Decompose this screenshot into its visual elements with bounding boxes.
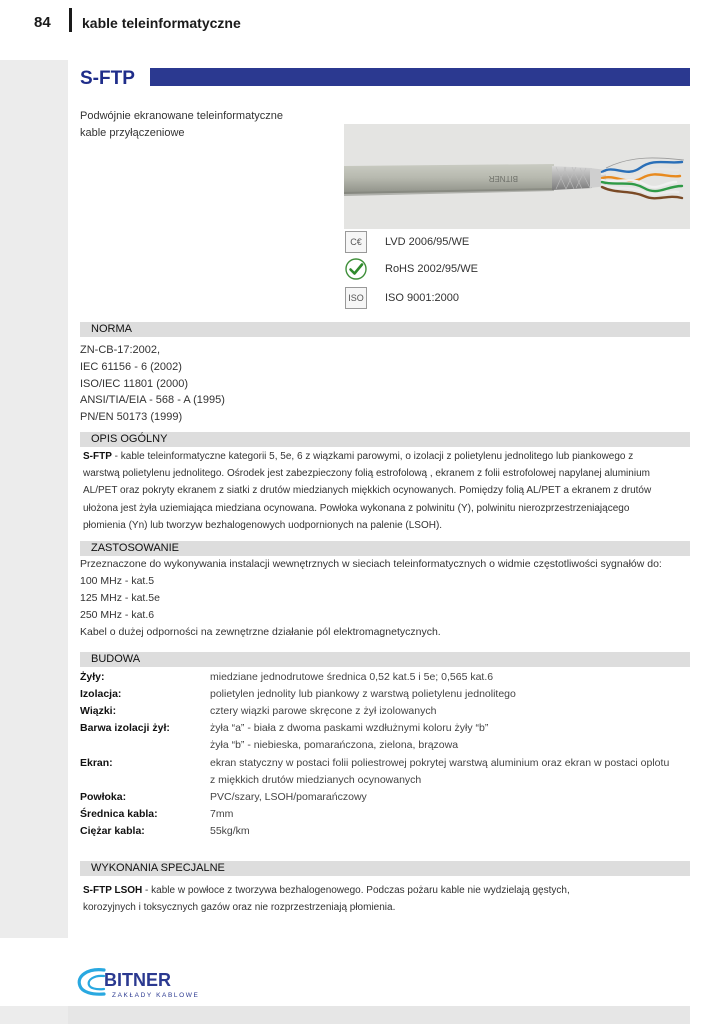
spec-label: Powłoka:	[80, 791, 127, 803]
spec-label: Żyły:	[80, 671, 105, 683]
section-heading: NORMA	[91, 323, 132, 335]
subtitle-line: Podwójnie ekranowane teleinformatyczne	[80, 110, 284, 122]
section-header-norma	[80, 322, 690, 337]
rohs-check-icon	[345, 258, 367, 280]
opis-paragraph	[83, 448, 651, 534]
product-subtitle	[80, 108, 320, 142]
section-header-opis	[80, 432, 690, 447]
footer-bar	[68, 1006, 690, 1024]
product-title: S-FTP	[80, 68, 135, 89]
paragraph-line: płomienia (Yn) lub tworzyw bezhalogenowych uodpornionych na palenie (LSOH).	[83, 519, 443, 531]
paragraph-line: 100 MHz - kat.5	[80, 575, 155, 587]
paragraph-line: AL/PET oraz pokryty ekranem z siatki z drutów miedzianych miękkich ocynowanych. Pomiędzy folią AL/PET a ekranem z drutów	[83, 485, 652, 497]
spec-value: żyła “a” - biała z dwoma paskami wzdłużnymi koloru żyły “b”	[210, 722, 489, 734]
iso-icon: ISO	[345, 287, 367, 309]
paragraph-text: - kable w powłoce z tworzywa bezhalogenowego. Podczas pożaru kable nie wydzielają gęstych,	[142, 885, 570, 896]
list-item: IEC 61156 - 6 (2002)	[80, 360, 182, 373]
section-header-zastosowanie	[80, 541, 690, 556]
paragraph-line: Kabel o dużej odporności na zewnętrzne działanie pól elektromagnetycznych.	[80, 626, 441, 638]
section-header-budowa	[80, 652, 690, 667]
spec-label: Barwa izolacji żył:	[80, 722, 170, 734]
title-accent-bar	[150, 68, 690, 86]
list-item: ISO/IEC 11801 (2000)	[80, 377, 189, 390]
ce-mark-icon: C€	[345, 231, 367, 253]
paragraph-line: warstwą polietylenu jednolitego. Ośrodek jest zabezpieczony folią estrofolową , ekranem z folii estrofolowej napylanej aluminium	[83, 468, 650, 480]
norma-list	[80, 342, 225, 426]
lead-term: S-FTP LSOH	[83, 885, 143, 896]
cert-row-rohs	[345, 258, 478, 280]
spec-value: PVC/szary, LSOH/pomarańczowy	[210, 791, 367, 803]
cert-label: ISO 9001:2000	[385, 292, 460, 304]
logo-tagline: ZAKŁADY KABLOWE	[112, 992, 200, 999]
paragraph-line: 250 MHz - kat.6	[80, 609, 155, 621]
list-item: ANSI/TIA/EIA - 568 - A (1995)	[80, 394, 225, 407]
cable-photo	[344, 124, 690, 229]
left-margin-strip-bottom	[0, 1006, 68, 1024]
list-item: PN/EN 50173 (1999)	[80, 411, 183, 424]
section-heading: OPIS OGÓLNY	[91, 433, 168, 445]
spec-value: 7mm	[210, 808, 234, 820]
bitner-logo	[74, 964, 214, 1002]
spec-value: miedziane jednodrutowe średnica 0,52 kat.5 i 5e; 0,565 kat.6	[210, 671, 494, 683]
cert-label: RoHS 2002/95/WE	[385, 263, 478, 275]
spec-label: Ciężar kabla:	[80, 825, 145, 837]
paragraph-line	[83, 448, 651, 465]
section-heading: WYKONANIA SPECJALNE	[91, 862, 225, 874]
list-item: ZN-CB-17:2002,	[80, 344, 161, 356]
paragraph-line: ułożona jest żyła uziemiająca miedziana ocynowana. Powłoka wykonana z polwinitu (Y), polwinitu nierozprzestrzeniającego	[83, 502, 630, 514]
section-heading: BUDOWA	[91, 653, 141, 665]
spec-label: Średnica kabla:	[80, 808, 158, 820]
zastosowanie-paragraph	[80, 556, 662, 641]
paragraph-line: korozyjnych i toksycznych gazów oraz nie rozprzestrzeniają płomienia.	[83, 902, 396, 914]
cert-label: LVD 2006/95/WE	[385, 236, 470, 248]
spec-value: żyła “b” - niebieska, pomarańczona, zielona, brązowa	[210, 739, 459, 751]
spec-value: z miękkich drutów miedzianych ocynowanych	[210, 774, 422, 786]
paragraph-line	[83, 882, 570, 899]
paragraph-text: - kable teleinformatyczne kategorii 5, 5e, 6 z wiązkami parowymi, o izolacji z polietylenu jednolitego lub piankowego z	[111, 451, 634, 462]
spec-value: 55kg/km	[210, 825, 250, 837]
cable-print-text: BITNER	[488, 174, 518, 183]
spec-value: polietylen jednolity lub piankowy z warstwą polietylenu jednolitego	[210, 688, 516, 700]
paragraph-line: Przeznaczone do wykonywania instalacji wewnętrznych w sieciach teleinformatycznych o widmie częstotliwości sygnałów do:	[80, 558, 662, 570]
spec-value: cztery wiązki parowe skręcone z żył izolowanych	[210, 705, 437, 717]
paragraph-line: 125 MHz - kat.5e	[80, 592, 160, 604]
section-heading: ZASTOSOWANIE	[91, 542, 180, 554]
header-divider	[69, 8, 72, 32]
wykonania-paragraph	[83, 882, 570, 916]
spec-label: Izolacja:	[80, 688, 122, 700]
subtitle-line: kable przyłączeniowe	[80, 127, 185, 139]
cert-row-iso	[345, 287, 459, 309]
header-section-title: kable teleinformatyczne	[82, 15, 241, 31]
spec-label: Wiązki:	[80, 705, 117, 717]
spec-value: ekran statyczny w postaci folii poliestrowej pokrytej warstwą aluminium oraz ekran w postaci oplotu	[210, 757, 670, 769]
cert-row-lvd	[345, 231, 469, 253]
cable-illustration	[344, 124, 690, 229]
left-margin-strip	[0, 60, 68, 938]
page-number: 84	[34, 14, 51, 31]
spec-label: Ekran:	[80, 757, 113, 769]
logo-name: BITNER	[104, 970, 171, 990]
section-header-wykonania	[80, 861, 690, 876]
lead-term: S-FTP	[83, 451, 112, 462]
bitner-logo-mark	[74, 964, 214, 1002]
